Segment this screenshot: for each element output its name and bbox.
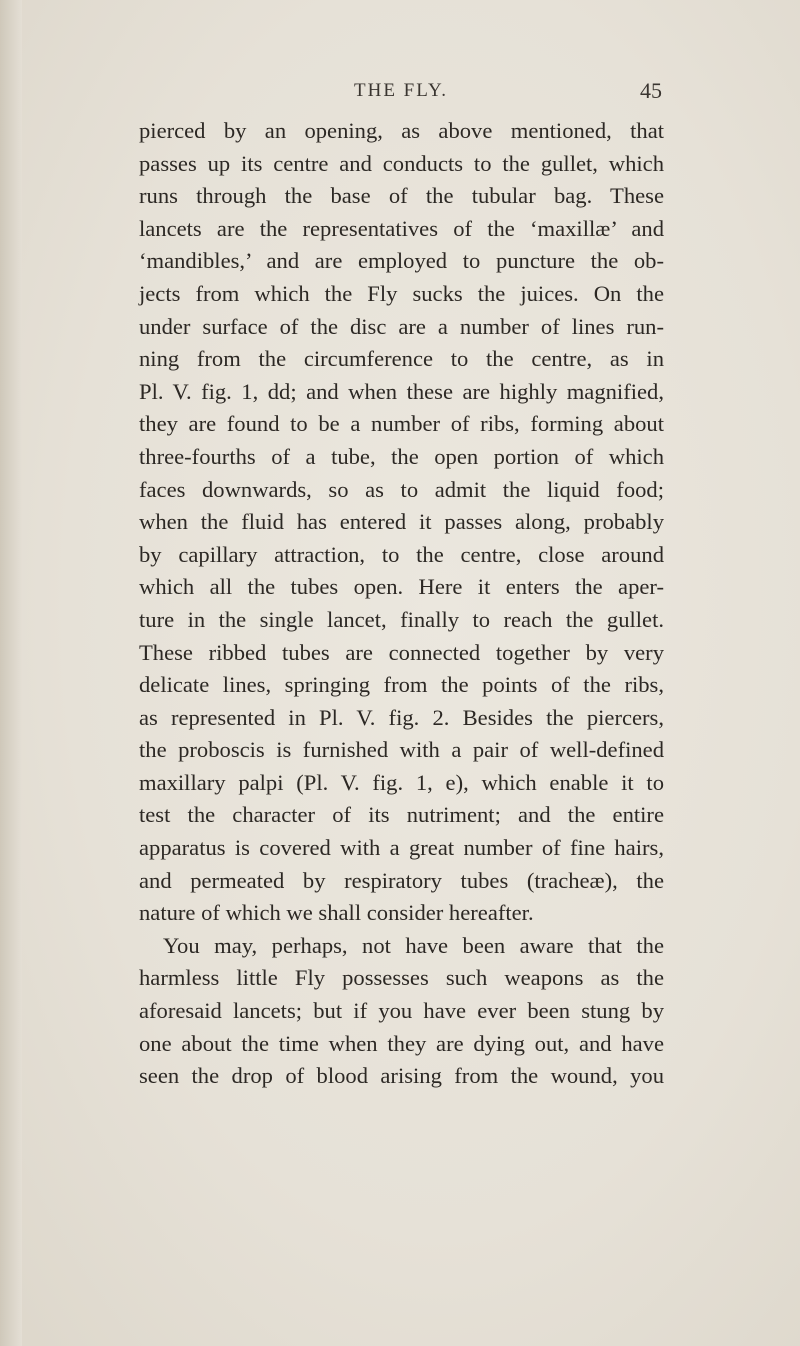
- text-line: ning from the circumference to the centre, as in: [139, 346, 664, 372]
- text-line: by capillary attraction, to the centre, close around: [139, 541, 664, 567]
- running-head: [140, 80, 662, 110]
- text-line: These ribbed tubes are connected together by very: [139, 639, 664, 665]
- text-line: when the fluid has entered it passes along, probably: [139, 509, 664, 535]
- text-line: passes up its centre and conducts to the gullet, which: [139, 150, 664, 176]
- text-line: runs through the base of the tubular bag. These: [139, 183, 664, 209]
- text-line: faces downwards, so as to admit the liquid food;: [139, 476, 664, 502]
- text-line: under surface of the disc are a number of lines run-: [139, 313, 664, 339]
- text-line: seen the drop of blood arising from the wound, you: [139, 1063, 664, 1089]
- page-number: 45: [640, 78, 662, 103]
- running-title: THE FLY.: [354, 80, 448, 101]
- text-line-paragraph-end: nature of which we shall consider hereafter.: [139, 900, 534, 926]
- text-line: and permeated by respiratory tubes (tracheæ), the: [139, 867, 664, 893]
- text-line: they are found to be a number of ribs, forming about: [139, 411, 664, 437]
- text-line: lancets are the representatives of the ‘maxillæ’ and: [139, 215, 664, 241]
- text-line: maxillary palpi (Pl. V. fig. 1, e), which enable it to: [139, 769, 664, 795]
- text-line: Pl. V. fig. 1, dd; and when these are highly magnified,: [139, 378, 664, 404]
- page-gutter-shadow: [0, 0, 22, 1346]
- text-line: aforesaid lancets; but if you have ever been stung by: [139, 998, 664, 1024]
- text-line: delicate lines, springing from the points of the ribs,: [139, 672, 664, 698]
- text-line: ‘mandibles,’ and are employed to puncture the ob-: [139, 248, 664, 274]
- text-line: harmless little Fly possesses such weapons as the: [139, 965, 664, 991]
- text-line: one about the time when they are dying out, and have: [139, 1030, 664, 1056]
- text-line: test the character of its nutriment; and the entire: [139, 802, 664, 828]
- text-line: as represented in Pl. V. fig. 2. Besides the piercers,: [139, 704, 664, 730]
- text-line: pierced by an opening, as above mentioned, that: [139, 118, 664, 143]
- text-line-paragraph-start: You may, perhaps, not have been aware that the: [163, 932, 664, 958]
- text-line: apparatus is covered with a great number of fine hairs,: [139, 835, 664, 861]
- body-text: [139, 115, 664, 1093]
- text-line: which all the tubes open. Here it enters the aper-: [139, 574, 664, 600]
- text-line: three-fourths of a tube, the open portion of which: [139, 443, 664, 469]
- text-line: the proboscis is furnished with a pair of well-defined: [139, 737, 664, 763]
- text-line: jects from which the Fly sucks the juices. On the: [139, 280, 664, 306]
- text-line: ture in the single lancet, finally to reach the gullet.: [139, 606, 664, 632]
